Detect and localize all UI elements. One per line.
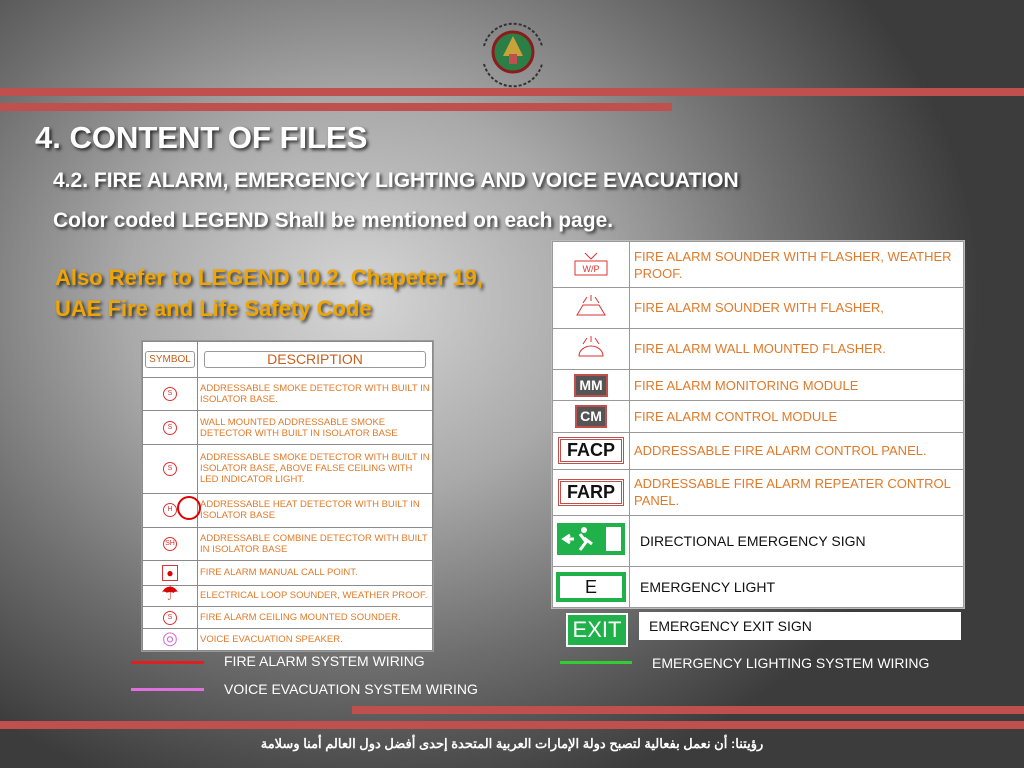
legend-description: FIRE ALARM CEILING MOUNTED SOUNDER. [198,607,433,629]
top-accent-bar-short [0,103,672,111]
legend-row [143,444,433,493]
combine-detector-icon: SH [163,537,177,551]
reference-note: Also Refer to LEGEND 10.2. Chapeter 19, UAE Fire and Life Safety Code [55,265,483,321]
legend-description: FIRE ALARM CONTROL MODULE [630,401,964,433]
legend-row [143,629,433,651]
directional-exit-sign-icon [556,522,626,556]
monitoring-module-icon: MM [574,374,607,397]
legend-description: DIRECTIONAL EMERGENCY SIGN [630,515,964,566]
bottom-accent-bar-short [352,706,1024,714]
symbol-header: SYMBOL [145,351,195,368]
legend-row [553,469,964,515]
uae-emblem-icon [470,6,556,90]
logo [470,6,556,90]
legend-description: FIRE ALARM SOUNDER WITH FLASHER, [630,288,964,329]
legend-description: ADDRESSABLE FIRE ALARM CONTROL PANEL. [630,432,964,469]
legend-row [553,288,964,329]
legend-description: ADDRESSABLE COMBINE DETECTOR WITH BUILT IN ISOLATOR BASE [198,527,433,560]
legend-row [553,369,964,401]
voice-evac-wire-label: VOICE EVACUATION SYSTEM WIRING [224,681,478,697]
emergency-lighting-wire-line [560,661,632,664]
smoke-detector-icon: S [163,387,177,401]
legend-description: ADDRESSABLE SMOKE DETECTOR WITH BUILT IN ISOLATOR BASE. [198,378,433,411]
sounder-flasher-wp-icon [571,249,611,277]
legend-description: VOICE EVACUATION SPEAKER. [198,629,433,651]
exit-sign-description: EMERGENCY EXIT SIGN [639,612,961,640]
page-title: 4. CONTENT OF FILES [35,120,368,155]
speaker-icon: ◎ [162,627,178,648]
legend-description: WALL MOUNTED ADDRESSABLE SMOKE DETECTOR WITH BUILT IN ISOLATOR BASE [198,411,433,444]
legend-row [143,607,433,629]
legend-row [143,585,433,607]
legend-description: ADDRESSABLE HEAT DETECTOR WITH BUILT IN ISOLATOR BASE [198,494,433,527]
legend-row [143,527,433,560]
legend-description: FIRE ALARM WALL MOUNTED FLASHER. [630,328,964,369]
wp-label: W/P [582,263,600,274]
bottom-accent-bar [0,721,1024,729]
false-ceiling-smoke-detector-icon: S [163,462,177,476]
page-subtitle: 4.2. FIRE ALARM, EMERGENCY LIGHTING AND VOICE EVACUATION [53,169,739,192]
farp-icon: FARP [558,479,624,506]
legend-description: ADDRESSABLE SMOKE DETECTOR WITH BUILT IN ISOLATOR BASE, ABOVE FALSE CEILING WITH LED INDICATOR LIGHT. [198,444,433,493]
legend-note: Color coded LEGEND Shall be mentioned on each page. [53,209,614,232]
top-accent-bar [0,88,1024,96]
legend-row [553,401,964,433]
legend-row [143,494,433,527]
legend-row [553,515,964,566]
emergency-lighting-wire-label: EMERGENCY LIGHTING SYSTEM WIRING [652,655,930,671]
control-module-icon: CM [575,405,607,428]
legend-description: ADDRESSABLE FIRE ALARM REPEATER CONTROL PANEL. [630,469,964,515]
heat-detector-icon: H [163,503,177,517]
legend-row [143,411,433,444]
sounder-flasher-icon [571,293,611,319]
legend-description: FIRE ALARM MANUAL CALL POINT. [198,560,433,585]
fire-alarm-wire-label: FIRE ALARM SYSTEM WIRING [224,653,425,669]
facp-icon: FACP [558,437,624,464]
wall-smoke-detector-icon: S [163,421,177,435]
legend-row [553,567,964,608]
ceiling-sounder-icon: S [163,611,177,625]
wall-flasher-icon [571,334,611,360]
legend-description: EMERGENCY LIGHT [630,567,964,608]
fire-alarm-wire-line [131,661,204,664]
right-legend-table [551,240,965,609]
legend-description: ELECTRICAL LOOP SOUNDER, WEATHER PROOF. [198,585,433,607]
legend-row [553,432,964,469]
legend-description: FIRE ALARM MONITORING MODULE [630,369,964,401]
legend-description: FIRE ALARM SOUNDER WITH FLASHER, WEATHER PROOF. [630,242,964,288]
emergency-light-icon: E [556,572,626,602]
exit-sign-icon: EXIT [566,613,628,647]
loop-sounder-icon: ☂ [161,582,179,605]
voice-evac-wire-line [131,688,204,691]
footer-vision: رؤيتنا: أن نعمل بفعالية لتصبح دولة الإمارات العربية المتحدة إحدى أفضل دول العالم أمنا وسلامة [260,736,764,751]
legend-row [143,378,433,411]
manual-call-point-icon: ● [162,565,178,581]
legend-row [143,560,433,585]
description-header: DESCRIPTION [204,351,426,368]
legend-row [553,242,964,288]
highlight-circle-icon [177,496,201,520]
left-legend-table [141,340,434,652]
legend-row [553,328,964,369]
